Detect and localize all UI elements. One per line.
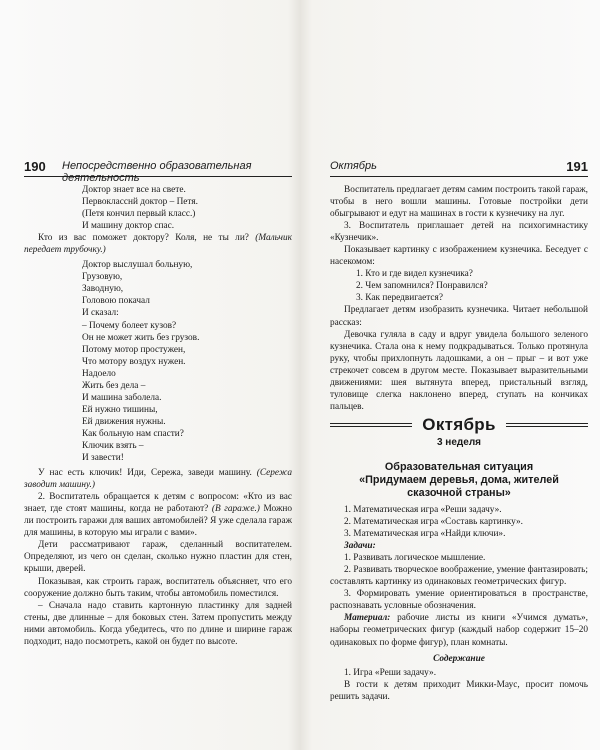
poem-line: И машину доктор спас. xyxy=(82,221,175,232)
running-title: Октябрь xyxy=(330,160,377,172)
poem-line: И завести! xyxy=(82,453,124,464)
paragraph: 3. Воспитатель приглашает детей на психогимнастику «Кузнечик». xyxy=(330,221,588,244)
material-paragraph xyxy=(330,612,588,648)
divider xyxy=(330,423,412,427)
poem-line: – Почему болеет кузов? xyxy=(82,320,177,331)
poem-line: Потому мотор простужен, xyxy=(82,344,186,355)
poem-doctor xyxy=(24,184,292,232)
month-title: Октябрь xyxy=(422,414,496,434)
paragraph-text: Кто из вас поможет доктору? Коля, не ты ли? xyxy=(38,233,256,244)
paragraph: В гости к детям приходит Микки-Маус, просит помочь решить задачи. xyxy=(330,679,588,702)
paragraph: Воспитатель предлагает детям самим построить такой гараж, чтобы в него вошли машины. Готовые постройки дети обыгрывают и едут на машинах в гости к кузнечику на луг. xyxy=(330,185,588,220)
label: Задачи: xyxy=(344,541,376,552)
content-heading: Содержание xyxy=(433,653,485,664)
paragraph: Показывая, как строить гараж, воспитатель объясняет, что его сооружение должно быть таким, чтобы автомобиль поместился. xyxy=(24,576,292,599)
poem-line: Он не может жить без грузов. xyxy=(82,332,200,343)
heading-line: «Придумаем деревья, дома, жителей xyxy=(359,473,559,486)
poem-line: Первокласснй доктор – Петя. xyxy=(82,197,198,208)
running-title: Непосредственно образовательная деятельность xyxy=(62,160,252,184)
stage-direction: (В гараже.) xyxy=(211,504,260,515)
page-number: 191 xyxy=(566,159,588,174)
task-item: 2. Развивать творческое воображение, умение фантазировать; составлять картинку из одинаковых геометрических фигур. xyxy=(330,565,588,588)
poem-line: Доктор знает все на свете. xyxy=(82,185,186,195)
task-item: 1. Развивать логическое мышление. xyxy=(344,553,486,564)
heading-line: сказочной страны» xyxy=(407,486,511,499)
poem-line: И машина заболела. xyxy=(82,392,162,403)
paragraph: Девочка гуляла в саду и вдруг увидела большого зеленого кузнечика. Стала она к нему подкрадываться. Только протянула руку, чтобы прихлопнуть ладошками, а он – прыг – и вот уже стрекочет совсем в другом месте. Показывает выразительными движениями: шея вытянута вперед, пристальный взгляд, туловище слегка наклонено вперед, ступать на кончиках пальцев. xyxy=(330,329,588,412)
paragraph: Дети рассматривают гараж, сделанный воспитателем. Определяют, из чего он сделан, сколько нужно пластин для стен, крыши, дверей. xyxy=(24,540,292,575)
poem-line: Что мотору воздух нужен. xyxy=(82,356,186,367)
paragraph-text: Можно ли построить гаражи для ваших автомобилей? Я уже сделала гараж для машины, в которую мы играли с вами». xyxy=(24,504,292,539)
stage-direction: (Сережа заводит машину.) xyxy=(24,468,292,491)
question-item: 3. Как передвигается? xyxy=(356,293,443,304)
month-section xyxy=(330,414,588,449)
poem-line: Доктор выслушал больную, xyxy=(82,260,193,271)
paragraph xyxy=(24,491,292,539)
poem-line: Головою покачал xyxy=(82,296,150,307)
paragraph: Предлагает детям изобразить кузнечика. Читает небольшой рассказ: xyxy=(330,305,588,328)
game-item: 1. Математическая игра «Реши задачу». xyxy=(344,504,502,515)
paragraph xyxy=(24,467,292,491)
stage-direction: (Мальчик передает трубочку.) xyxy=(24,233,292,256)
left-page xyxy=(24,160,292,745)
poem-line: Заводную, xyxy=(82,284,124,295)
poem-line: Ей движения нужны. xyxy=(82,416,166,427)
poem-line: Ключик взять – xyxy=(82,440,144,451)
game-item: 2. Математическая игра «Составь картинку». xyxy=(344,517,523,528)
situation-heading xyxy=(330,461,588,500)
paragraph xyxy=(24,232,292,256)
paragraph-text: 2. Воспитатель обращается к детям с вопросом: «Кто из вас знает, где стоят машины, когда не работают? xyxy=(24,492,292,515)
paragraph: Показывает картинку с изображением кузнечика. Беседует с насекомом: xyxy=(330,245,588,268)
poem-line: Ей нужно тишины, xyxy=(82,404,158,415)
right-page xyxy=(330,160,588,745)
poem-line: Грузовую, xyxy=(82,272,123,283)
paragraph: 1. Игра «Реши задачу». xyxy=(344,667,437,678)
poem-sick-car xyxy=(24,259,292,464)
paragraph: – Сначала надо ставить картонную пластинку для задней стены, две длинные – для боковых стен. Затем пропустить между ними автомобиль. Когда убедитесь, что по длине и ширине гараж подходит, надо посмотреть, какой он будет по высоте. xyxy=(24,600,292,647)
poem-line: Надоело xyxy=(82,368,116,379)
poem-line: Как больную нам спасти? xyxy=(82,428,184,439)
page-number: 190 xyxy=(24,159,46,174)
paragraph-text: рабочие листы из книги «Учимся думать», наборы геометрических фигур (каждый набор содержит 15–20 одинаковых по форме фигур), план комнаты. xyxy=(330,613,588,648)
question-item: 2. Чем запомнился? Понравился? xyxy=(356,281,488,292)
paragraph-text: У нас есть ключик! Иди, Сережа, заведи машину. xyxy=(38,468,257,479)
heading-line: Образовательная ситуация xyxy=(384,460,534,473)
label: Материал: xyxy=(344,613,391,624)
poem-line: Жить без дела – xyxy=(82,380,146,391)
poem-line: И сказал: xyxy=(82,308,119,319)
game-item: 3. Математическая игра «Найди ключи». xyxy=(344,529,506,540)
question-item: 1. Кто и где видел кузнечика? xyxy=(356,269,473,280)
task-item: 3. Формировать умение ориентироваться в пространстве, распознавать условные обозначения. xyxy=(330,589,588,612)
week-label: 3 неделя xyxy=(436,436,482,448)
divider xyxy=(506,423,588,427)
poem-line: (Петя кончил первый класс.) xyxy=(82,209,196,220)
tasks-label xyxy=(330,540,588,552)
